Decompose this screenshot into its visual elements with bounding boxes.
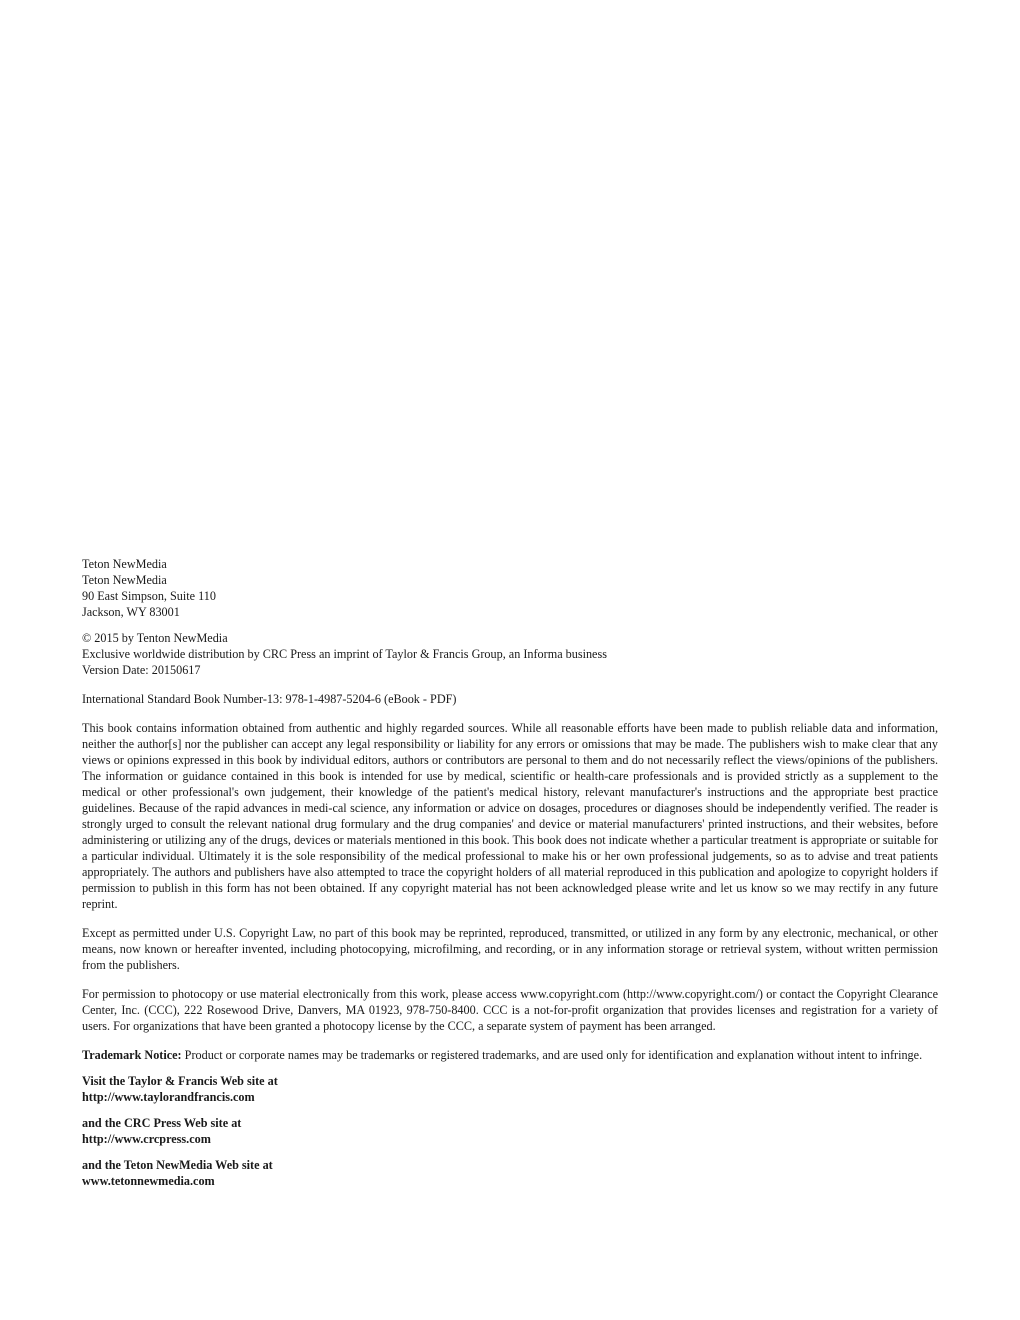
address-line: Teton NewMedia bbox=[82, 557, 167, 571]
trademark-label: Trademark Notice: bbox=[82, 1048, 182, 1062]
address-line: Teton NewMedia bbox=[82, 573, 167, 587]
trademark-text: Product or corporate names may be trademarks or registered trademarks, and are used only for identification and explanation without intent to infringe. bbox=[181, 1048, 923, 1062]
website-label: and the CRC Press Web site at bbox=[82, 1116, 242, 1130]
permission-paragraph: For permission to photocopy or use material electronically from this work, please access www.copyright.com (http://www.copyright.com/) or contact the Copyright Clearance Center, Inc. (CCC), 222 Rosewood Drive, Danvers, MA 01923, 978-750-8400. CCC is a not-for-profit organization that provides licenses and registration for a variety of users. For organizations that have been granted a photocopy license by the CCC, a separate system of payment has been arranged. bbox=[82, 987, 938, 1033]
version-date: Version Date: 20150617 bbox=[82, 663, 201, 677]
website-block-crc-press bbox=[82, 1115, 938, 1147]
website-block-teton-newmedia bbox=[82, 1157, 938, 1189]
publisher-address bbox=[82, 556, 938, 620]
website-link[interactable]: http://www.crcpress.com bbox=[82, 1132, 211, 1146]
website-label: and the Teton NewMedia Web site at bbox=[82, 1158, 273, 1172]
copyright-page bbox=[82, 556, 938, 1189]
website-link[interactable]: http://www.taylorandfrancis.com bbox=[82, 1090, 255, 1104]
distribution-notice: Exclusive worldwide distribution by CRC Press an imprint of Taylor & Francis Group, an Informa business bbox=[82, 647, 607, 661]
address-line: Jackson, WY 83001 bbox=[82, 605, 180, 619]
website-link[interactable]: www.tetonnewmedia.com bbox=[82, 1174, 215, 1188]
address-line: 90 East Simpson, Suite 110 bbox=[82, 589, 216, 603]
website-block-taylor-francis bbox=[82, 1073, 938, 1105]
disclaimer-paragraph: This book contains information obtained from authentic and highly regarded sources. While all reasonable efforts have been made to publish reliable data and information, neither the author[s] nor the publisher can accept any legal responsibility or liability for any errors or omissions that may be made. The publishers wish to make clear that any views or opinions expressed in this book by individual editors, authors or contributors are personal to them and do not necessarily reflect the views/opinions of the publishers. The information or guidance contained in this book is intended for use by medical, scientific or health-care professionals and is provided strictly as a supplement to the medical or other professional's own judgement, their knowledge of the patient's medical history, relevant manufacturer's instructions and the appropriate best practice guidelines. Because of the rapid advances in medi-cal science, any information or advice on dosages, procedures or diagnoses should be independently verified. The reader is strongly urged to consult the relevant national drug formulary and the drug companies' and device or material manufacturers' printed instructions, and their websites, before administering or utilizing any of the drugs, devices or materials mentioned in this book. This book does not indicate whether a particular treatment is appropriate or suitable for a particular individual. Ultimately it is the sole responsibility of the medical professional to make his or her own professional judgements, so as to advise and treat patients appropriately. The authors and publishers have also attempted to trace the copyright holders of all material reproduced in this publication and apologize to copyright holders if permission to publish in this form has not been obtained. If any copyright material has not been acknowledged please write and let us know so we may rectify in any future reprint. bbox=[82, 721, 938, 911]
isbn-line: International Standard Book Number-13: 978-1-4987-5204-6 (eBook - PDF) bbox=[82, 692, 457, 706]
copyright-notice: © 2015 by Tenton NewMedia bbox=[82, 631, 228, 645]
trademark-notice bbox=[82, 1047, 938, 1063]
website-label: Visit the Taylor & Francis Web site at bbox=[82, 1074, 278, 1088]
copyright-block bbox=[82, 630, 938, 678]
copyright-law-paragraph: Except as permitted under U.S. Copyright Law, no part of this book may be reprinted, reproduced, transmitted, or utilized in any form by any electronic, mechanical, or other means, now known or hereafter invented, including photocopying, microfilming, and recording, or in any information storage or retrieval system, without written permission from the publishers. bbox=[82, 926, 938, 972]
